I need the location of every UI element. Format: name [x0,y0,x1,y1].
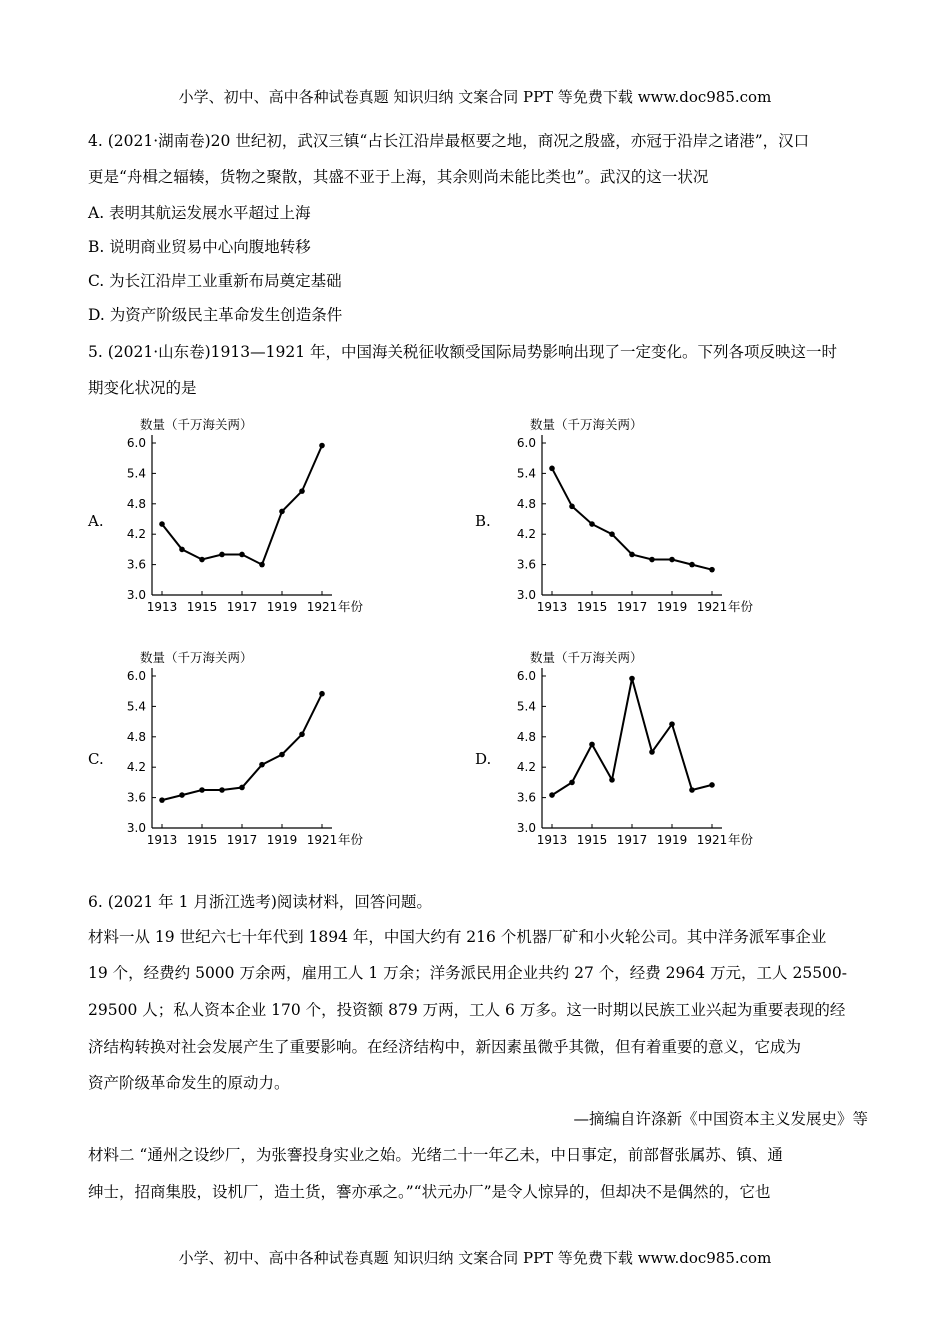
material-1-line-2: 19 个，经费约 5000 万余两，雇用工人 1 万余；洋务派民用企业共约 27 个，经费 2964 万元，工人 25500- [88,964,848,982]
chart-d-x-tick-label: 1913 [536,833,568,847]
chart-d-y-tick-label: 3.0 [516,821,536,835]
chart-option-b [490,415,754,629]
chart-a-x-tick-label: 1913 [146,600,178,614]
material-1-line-4: 济结构转换对社会发展产生了重要影响。在经济结构中，新因素虽微乎其微，但有着重要的意义，它成为 [88,1038,802,1056]
chart-a-data-point [199,557,205,563]
chart-a-y-tick-label: 6.0 [126,436,146,450]
chart-b-data-point [589,521,595,527]
chart-a-data-point [179,547,185,553]
q4-option-a: A. 表明其航运发展水平超过上海 [88,204,311,222]
chart-c-x-tick-label: 1921 [306,833,338,847]
chart-a-y-tick-label: 5.4 [126,466,146,481]
chart-c-svg [100,648,364,858]
chart-a-series-line [162,446,322,565]
chart-b-y-label: 数量（千万海关两） [530,417,643,432]
chart-b-data-point [649,557,655,563]
chart-b-data-point [689,562,695,568]
chart-c-data-point [179,792,185,798]
chart-c-data-point [219,787,225,793]
chart-d-series-line [552,679,712,796]
chart-a-y-tick-label: 4.2 [126,527,146,542]
chart-c-y-tick-label: 3.0 [126,821,146,835]
chart-a-x-tick-label: 1917 [226,600,258,614]
chart-b-y-tick-label: 4.2 [516,527,536,542]
chart-b-svg [490,415,754,625]
chart-b-x-label: 年份 [728,599,754,614]
chart-b-data-point [669,557,675,563]
chart-c-data-point [319,691,325,697]
chart-c-data-point [279,752,285,758]
chart-a-data-point [239,552,245,558]
chart-d-data-point [629,676,635,682]
chart-d-x-tick-label: 1921 [696,833,728,847]
chart-a-data-point [319,443,325,449]
chart-b-y-tick-label: 6.0 [516,436,536,450]
material-2-line-1: 材料二 “通州之设纱厂，为张謇投身实业之始。光绪二十一年乙未，中日事定，前部督张属苏、镇、通 [88,1146,783,1164]
q4-option-c: C. 为长江沿岸工业重新布局奠定基础 [88,272,342,290]
chart-a-x-label: 年份 [338,599,364,614]
chart-a-data-point [159,521,165,527]
q5-option-c-label: C. [88,750,104,768]
chart-d-y-tick-label: 5.4 [516,699,536,714]
chart-b-x-tick-label: 1919 [656,600,688,614]
chart-b-data-point [569,504,575,510]
chart-b-y-tick-label: 4.8 [516,496,536,511]
chart-b-x-tick-label: 1921 [696,600,728,614]
chart-a-data-point [219,552,225,558]
chart-d-svg [490,648,754,858]
q4-stem-line-1: 4. (2021·湖南卷)20 世纪初，武汉三镇“占长江沿岸最枢要之地，商况之殷盛，亦冠于沿岸之诸港”，汉口 [88,132,810,150]
chart-c-y-tick-label: 4.2 [126,760,146,775]
chart-d-x-tick-label: 1919 [656,833,688,847]
chart-d-data-point [549,792,555,798]
chart-a-data-point [299,488,305,494]
q6-stem: 6. (2021 年 1 月浙江选考)阅读材料，回答问题。 [88,893,432,911]
chart-d-y-tick-label: 3.6 [516,790,536,805]
chart-c-x-tick-label: 1919 [266,833,298,847]
q5-option-a-label: A. [88,512,104,530]
q4-option-d: D. 为资产阶级民主革命发生创造条件 [88,306,343,324]
chart-a-x-tick-label: 1919 [266,600,298,614]
q5-option-d-label: D. [475,750,492,768]
chart-a-svg [100,415,364,625]
chart-option-d [490,648,754,862]
chart-a-y-tick-label: 4.8 [126,496,146,511]
chart-a-y-label: 数量（千万海关两） [140,417,253,432]
chart-d-data-point [589,742,595,748]
chart-a-x-tick-label: 1921 [306,600,338,614]
chart-a-data-point [279,509,285,515]
chart-a-data-point [259,562,265,568]
chart-c-series-line [162,694,322,800]
chart-d-data-point [689,787,695,793]
chart-option-c [100,648,364,862]
chart-b-x-tick-label: 1913 [536,600,568,614]
chart-c-y-tick-label: 4.8 [126,729,146,744]
material-1-source: —摘编自许涤新《中国资本主义发展史》等 [573,1110,868,1128]
chart-b-data-point [709,567,715,573]
chart-d-y-label: 数量（千万海关两） [530,650,643,665]
chart-b-data-point [629,552,635,558]
chart-d-data-point [649,749,655,755]
material-1-line-1: 材料一从 19 世纪六七十年代到 1894 年，中国大约有 216 个机器厂矿和小火轮公司。其中洋务派军事企业 [88,928,827,946]
page-header: 小学、初中、高中各种试卷真题 知识归纳 文案合同 PPT 等免费下载 www.doc985.com [178,88,772,106]
chart-a-y-tick-label: 3.0 [126,588,146,602]
material-1-line-3: 29500 人；私人资本企业 170 个，投资额 879 万两，工人 6 万多。这一时期以民族工业兴起为重要表现的经 [88,1001,846,1019]
material-1-line-5: 资产阶级革命发生的原动力。 [88,1074,290,1092]
page-footer: 小学、初中、高中各种试卷真题 知识归纳 文案合同 PPT 等免费下载 www.doc985.com [178,1249,772,1267]
chart-b-data-point [549,466,555,472]
chart-d-x-tick-label: 1917 [616,833,648,847]
chart-c-x-tick-label: 1913 [146,833,178,847]
chart-d-data-point [709,782,715,788]
chart-d-y-tick-label: 4.8 [516,729,536,744]
chart-b-x-tick-label: 1917 [616,600,648,614]
chart-d-x-tick-label: 1915 [576,833,608,847]
q4-option-b: B. 说明商业贸易中心向腹地转移 [88,238,311,256]
chart-c-y-tick-label: 5.4 [126,699,146,714]
chart-c-data-point [239,785,245,791]
chart-c-y-tick-label: 6.0 [126,669,146,683]
chart-b-data-point [609,531,615,537]
chart-c-data-point [259,762,265,768]
chart-option-a [100,415,364,629]
chart-c-y-label: 数量（千万海关两） [140,650,253,665]
material-2-line-2: 绅士，招商集股，设机厂，造土货，謇亦承之。”“状元办厂”是令人惊异的，但却决不是偶然的，它也 [88,1183,771,1201]
chart-d-y-tick-label: 6.0 [516,669,536,683]
chart-d-data-point [569,780,575,786]
chart-d-x-label: 年份 [728,832,754,847]
chart-c-x-tick-label: 1915 [186,833,218,847]
chart-b-y-tick-label: 5.4 [516,466,536,481]
chart-c-x-tick-label: 1917 [226,833,258,847]
chart-b-y-tick-label: 3.6 [516,557,536,572]
chart-d-y-tick-label: 4.2 [516,760,536,775]
chart-d-data-point [669,721,675,727]
chart-b-x-tick-label: 1915 [576,600,608,614]
chart-b-y-tick-label: 3.0 [516,588,536,602]
chart-a-y-tick-label: 3.6 [126,557,146,572]
q5-stem-line-2: 期变化状况的是 [88,379,197,397]
chart-c-data-point [299,731,305,737]
chart-c-y-tick-label: 3.6 [126,790,146,805]
chart-c-data-point [199,787,205,793]
chart-d-data-point [609,777,615,783]
q4-stem-line-2: 更是“舟楫之辐辏，货物之聚散，其盛不亚于上海，其余则尚未能比类也”。武汉的这一状况 [88,168,709,186]
chart-a-x-tick-label: 1915 [186,600,218,614]
chart-c-x-label: 年份 [338,832,364,847]
q5-option-b-label: B. [475,512,491,530]
q5-stem-line-1: 5. (2021·山东卷)1913—1921 年，中国海关税征收额受国际局势影响出现了一定变化。下列各项反映这一时 [88,343,838,361]
chart-c-data-point [159,797,165,803]
